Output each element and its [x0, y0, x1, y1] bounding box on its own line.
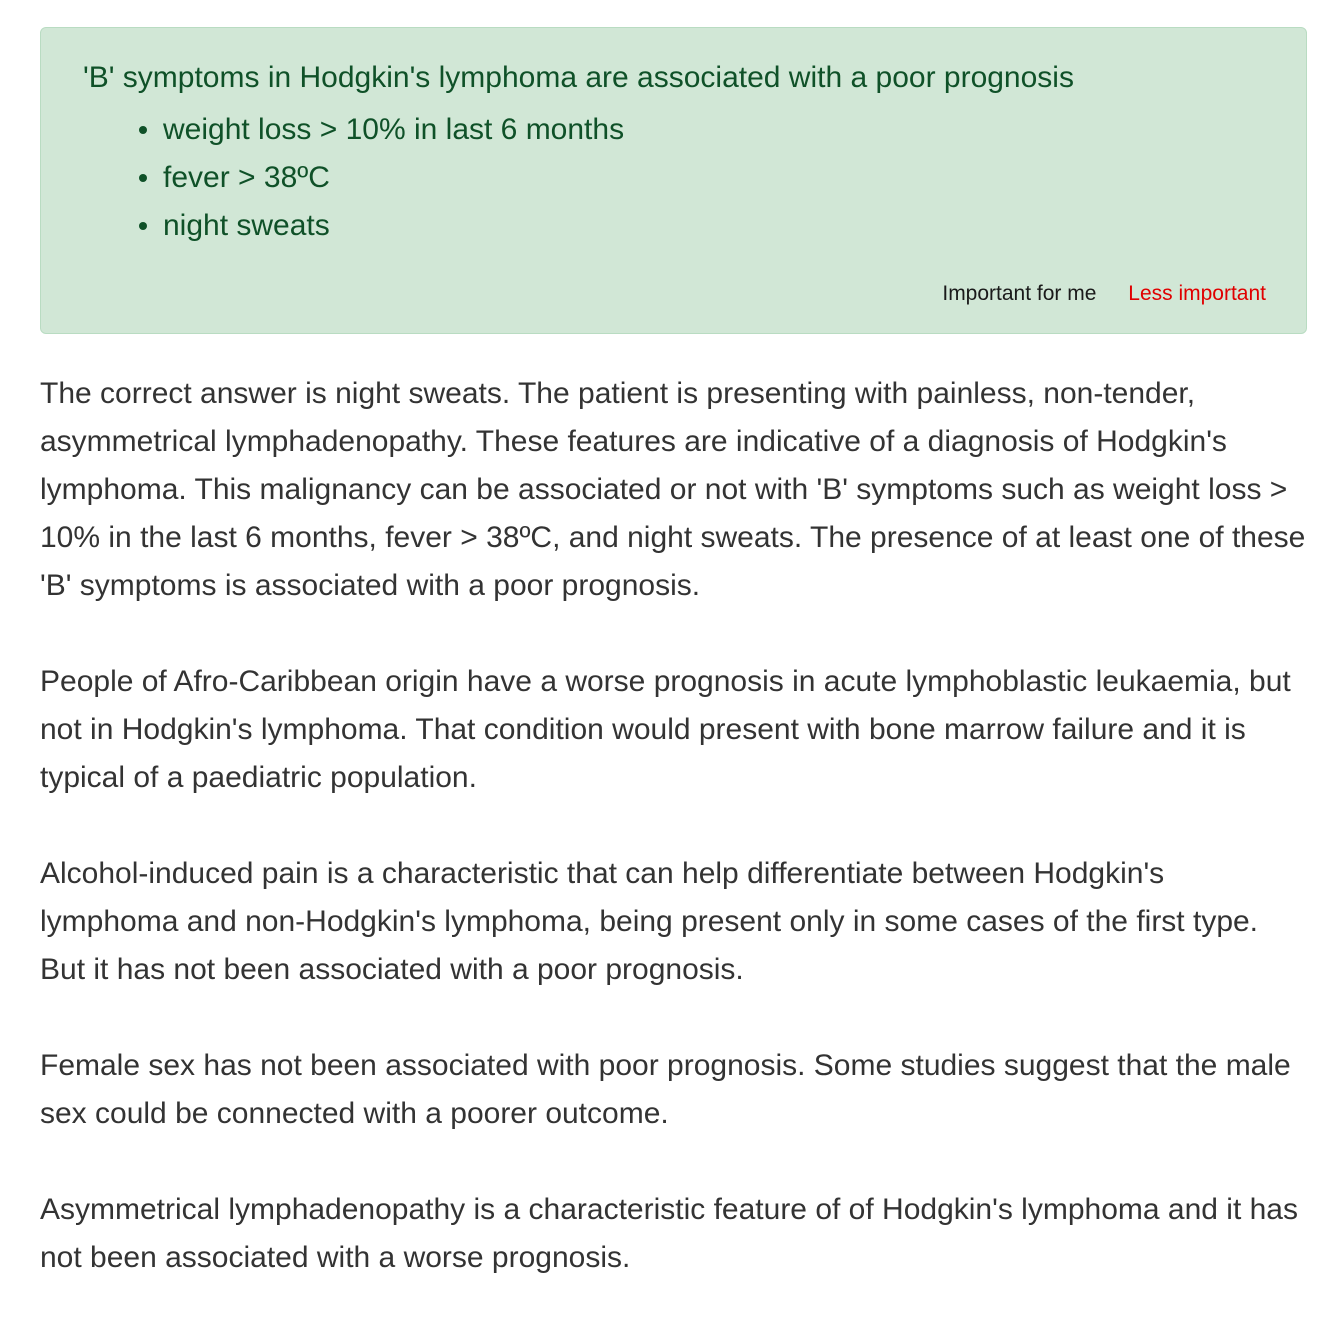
- key-point-box: [40, 27, 1307, 334]
- key-point-title: 'B' symptoms in Hodgkin's lymphoma are associated with a poor prognosis: [83, 61, 1074, 94]
- key-point-item: [163, 154, 624, 202]
- key-point-item-text: weight loss > 10% in last 6 months: [163, 113, 625, 146]
- bullet-icon: [139, 174, 147, 182]
- explanation: [40, 370, 1310, 1330]
- key-point-item-text: night sweats: [163, 209, 330, 242]
- key-point-item: [163, 106, 624, 154]
- explanation-paragraph: The correct answer is night sweats. The patient is presenting with painless, non-tender, asymmetrical lymphadenopathy. These features are indicative of a diagnosis of Hodgkin's lymphoma. This malignancy can be associated or not with 'B' symptoms such as weight loss > 10% in the last 6 months, fever > 38ºC, and night sweats. The presence of at least one of these 'B' symptoms is associated with a poor prognosis.: [40, 377, 1306, 602]
- explanation-paragraph: Alcohol-induced pain is a characteristic that can help differentiate between Hodgkin's lymphoma and non-Hodgkin's lymphoma, being present only in some cases of the first type. But it has not been associated with a poor prognosis.: [40, 857, 1259, 986]
- explanation-paragraph: Female sex has not been associated with poor prognosis. Some studies suggest that the male sex could be connected with a poorer outcome.: [40, 1049, 1291, 1130]
- key-point-list: [163, 106, 624, 250]
- important-for-me-link[interactable]: Important for me: [942, 282, 1097, 305]
- key-point-item: [163, 202, 624, 250]
- explanation-paragraph: Asymmetrical lymphadenopathy is a characteristic feature of of Hodgkin's lymphoma and it has not been associated with a worse prognosis.: [40, 1193, 1298, 1274]
- rating-actions: [942, 280, 1266, 308]
- bullet-icon: [139, 222, 147, 230]
- key-point-item-text: fever > 38ºC: [163, 161, 330, 194]
- explanation-paragraph: People of Afro-Caribbean origin have a worse prognosis in acute lymphoblastic leukaemia, but not in Hodgkin's lymphoma. That condition would present with bone marrow failure and it is typical of a paediatric population.: [40, 665, 1291, 794]
- bullet-icon: [139, 126, 147, 134]
- less-important-link[interactable]: Less important: [1128, 282, 1266, 305]
